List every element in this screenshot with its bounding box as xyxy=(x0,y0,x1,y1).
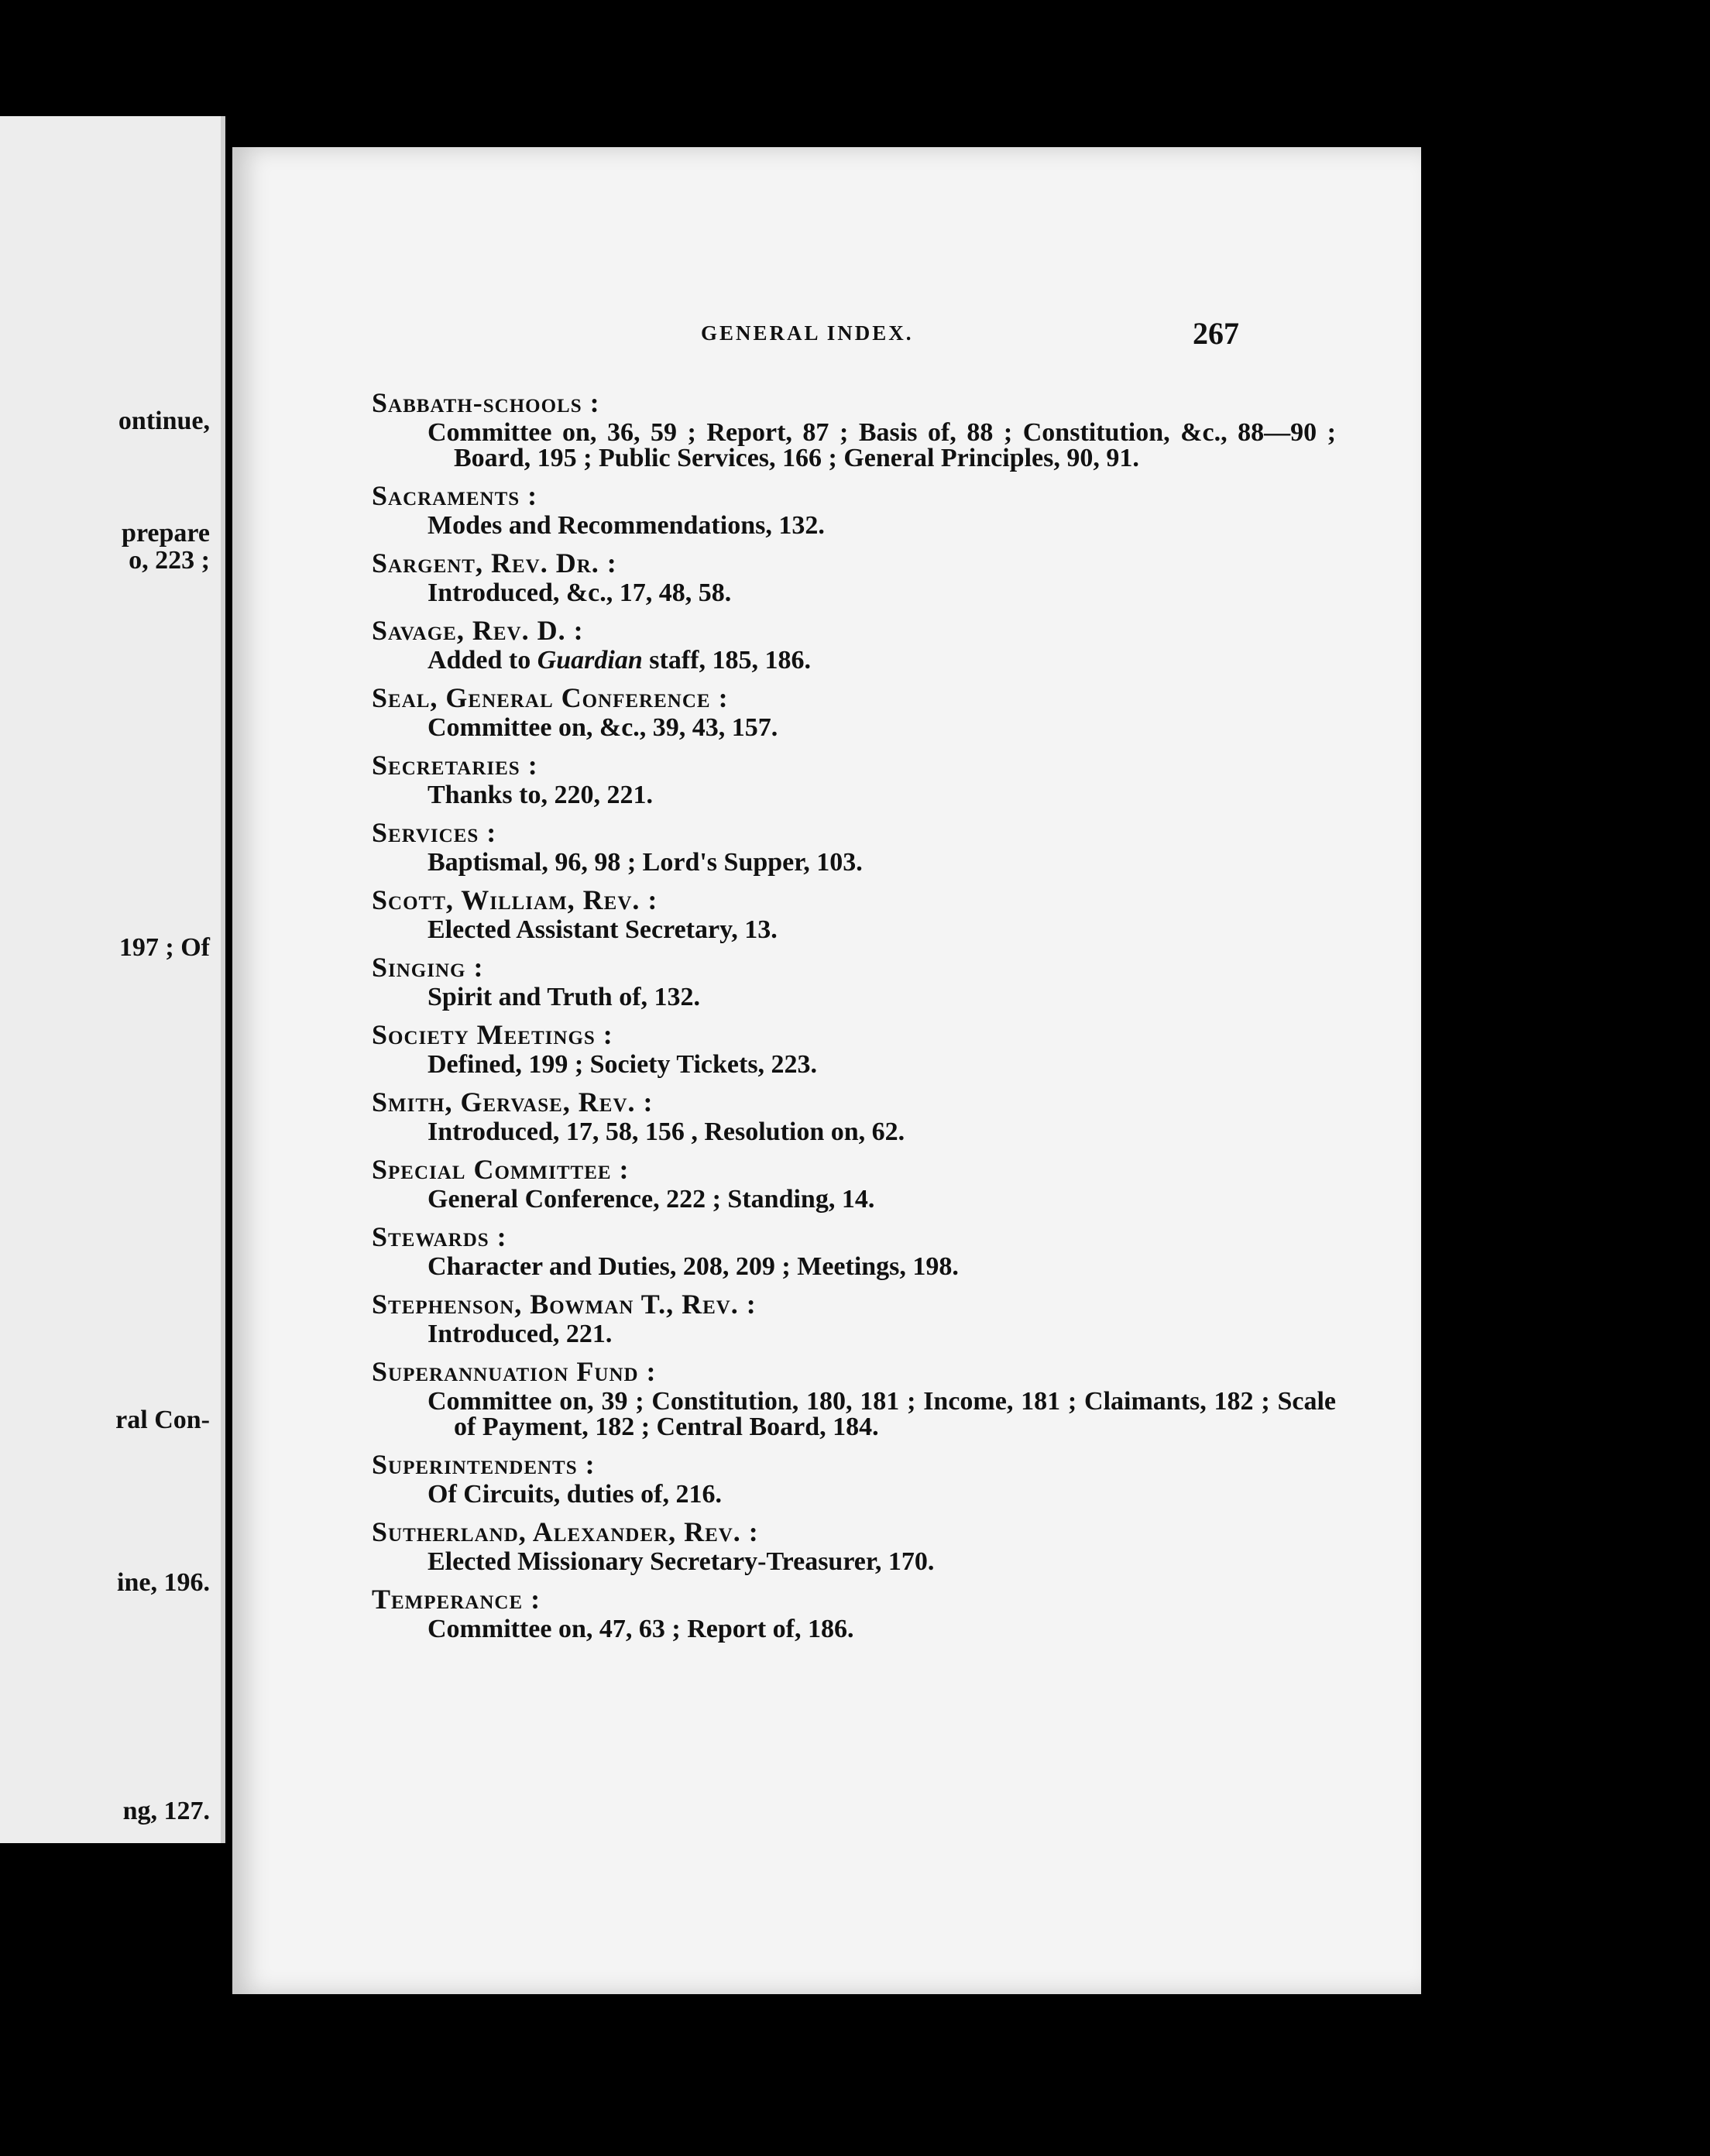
page-number: 267 xyxy=(1193,316,1239,351)
entry-heading: Special Committee : xyxy=(372,1154,630,1185)
entry-references: Committee on, 36, 59 ; Report, 87 ; Basis of, 88 ; Constitution, &c., 88—90 ; Board, 195 ; Public Services, 166 ; General Principles, 90, 91. xyxy=(428,418,1336,472)
entry-heading: Stephenson, Bowman T., Rev. : xyxy=(372,1289,757,1320)
entry-references xyxy=(372,647,1336,673)
entry-text: Added to xyxy=(428,646,537,675)
entry-heading: Seal, General Conference : xyxy=(372,682,729,713)
entry-heading: Society Meetings : xyxy=(372,1019,613,1050)
index-entry xyxy=(372,883,1336,942)
running-head: GENERAL INDEX. xyxy=(701,321,914,345)
facing-page-fragment: ng, 127. xyxy=(122,1797,210,1825)
index-entry xyxy=(372,1582,1336,1642)
facing-page-fragment: ral Con- xyxy=(115,1406,210,1434)
index-page xyxy=(232,147,1421,1994)
entry-heading: Stewards : xyxy=(372,1221,507,1252)
index-entry xyxy=(372,386,1336,471)
index-entry xyxy=(372,748,1336,808)
index-entry xyxy=(372,1220,1336,1279)
entry-references: Elected Missionary Secretary-Treasurer, 170. xyxy=(428,1547,935,1576)
entry-references: Introduced, 17, 58, 156 , Resolution on, 62. xyxy=(428,1117,905,1146)
facing-page-fragment: 197 ; Of xyxy=(118,933,210,962)
entry-heading: Sabbath-schools : xyxy=(372,387,600,418)
entry-heading: Temperance : xyxy=(372,1584,541,1615)
entry-heading: Sacraments : xyxy=(372,480,538,511)
entry-references: Modes and Recommendations, 132. xyxy=(428,511,825,540)
entry-references: Introduced, 221. xyxy=(428,1320,613,1348)
facing-page-fragment: ine, 196. xyxy=(117,1568,210,1597)
entry-text: staff, 185, 186. xyxy=(642,646,811,675)
entry-heading: Smith, Gervase, Rev. : xyxy=(372,1087,654,1117)
facing-page-fragment: ontinue, xyxy=(118,407,210,435)
index-entry xyxy=(372,1447,1336,1507)
entry-references: Committee on, &c., 39, 43, 157. xyxy=(428,713,778,742)
entry-references: Committee on, 47, 63 ; Report of, 186. xyxy=(428,1615,854,1643)
index-entry xyxy=(372,1018,1336,1077)
entry-references: Baptismal, 96, 98 ; Lord's Supper, 103. xyxy=(428,848,863,877)
index-entry xyxy=(372,950,1336,1010)
index-entry xyxy=(372,1287,1336,1347)
facing-page-fragment: o, 223 ; xyxy=(129,546,210,575)
entry-heading: Services : xyxy=(372,817,497,848)
index-entry xyxy=(372,1085,1336,1145)
index-entry xyxy=(372,479,1336,538)
index-entry xyxy=(372,815,1336,875)
facing-page-fragment: prepare xyxy=(122,519,210,548)
entry-references: Defined, 199 ; Society Tickets, 223. xyxy=(428,1050,818,1079)
entry-references: Thanks to, 220, 221. xyxy=(428,781,653,809)
entry-heading: Secretaries : xyxy=(372,750,538,781)
entry-references: Introduced, &c., 17, 48, 58. xyxy=(428,578,732,607)
index-entry xyxy=(372,613,1336,673)
facing-page xyxy=(0,116,225,1843)
index-entry xyxy=(372,546,1336,606)
entry-references: Of Circuits, duties of, 216. xyxy=(428,1480,722,1509)
index-entry xyxy=(372,681,1336,740)
index-entry xyxy=(372,1152,1336,1212)
entry-heading: Savage, Rev. D. : xyxy=(372,615,584,646)
publication-title: Guardian xyxy=(537,646,643,675)
index-entry xyxy=(372,1515,1336,1574)
entry-heading: Superannuation Fund : xyxy=(372,1356,657,1387)
entry-heading: Superintendents : xyxy=(372,1449,596,1480)
entry-references: General Conference, 222 ; Standing, 14. xyxy=(428,1185,875,1214)
entry-references: Committee on, 39 ; Constitution, 180, 181 ; Income, 181 ; Claimants, 182 ; Scale of Payment, 182 ; Central Board, 184. xyxy=(428,1387,1336,1441)
index-entry xyxy=(372,1354,1336,1440)
entry-references: Spirit and Truth of, 132. xyxy=(428,983,701,1011)
entry-heading: Sargent, Rev. Dr. : xyxy=(372,548,617,578)
entry-references: Character and Duties, 208, 209 ; Meetings, 198. xyxy=(428,1252,959,1281)
entry-heading: Scott, William, Rev. : xyxy=(372,884,658,915)
index-list xyxy=(372,379,1336,1650)
entry-heading: Singing : xyxy=(372,952,484,983)
entry-references: Elected Assistant Secretary, 13. xyxy=(428,915,778,944)
entry-heading: Sutherland, Alexander, Rev. : xyxy=(372,1516,759,1547)
